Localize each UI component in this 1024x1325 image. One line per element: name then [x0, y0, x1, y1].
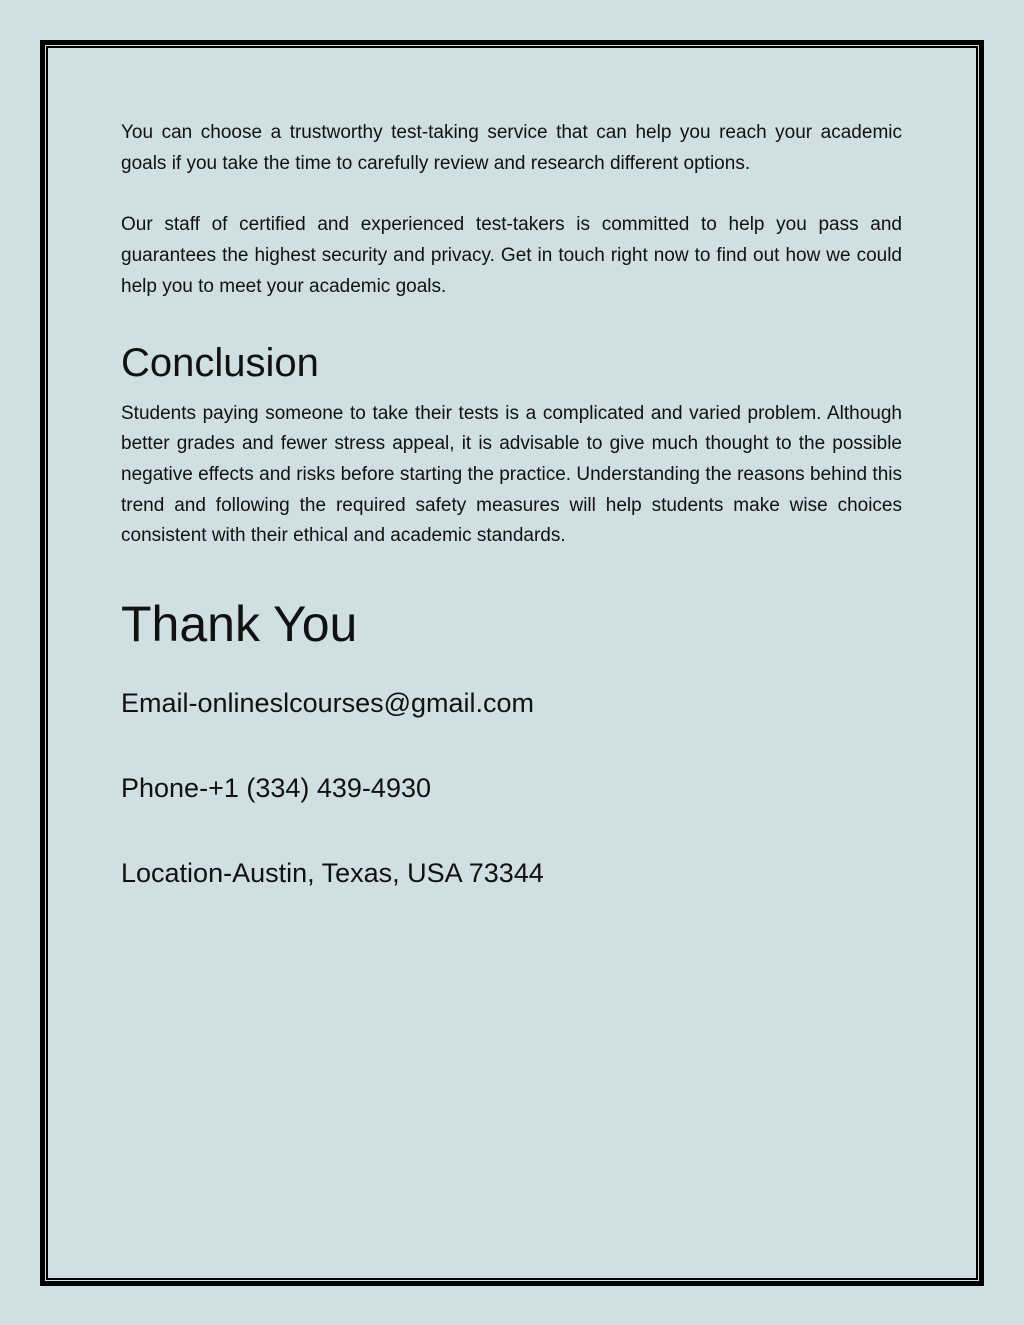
conclusion-paragraph: Students paying someone to take their tests is a complicated and varied problem. Although better grades and fewer stress appeal, it is advisable to give much thought to the possible negative effects and risks before starting the practice. Understanding the reasons behind this trend and following the required safety measures will help students make wise choices consistent with their ethical and academic standards.	[121, 402, 902, 547]
document-content	[121, 118, 902, 890]
contact-email: Email-onlineslcourses@gmail.com	[121, 688, 535, 719]
intro-paragraph-1: You can choose a trustworthy test-taking service that can help you reach your academic goals if you take the time to carefully review and research different options.	[121, 122, 902, 174]
intro-paragraph-2: Our staff of certified and experienced test-takers is committed to help you pass and guarantees the highest security and privacy. Get in touch right now to find out how we could help you to meet your academic goals.	[121, 214, 902, 297]
contact-location: Location-Austin, Texas, USA 73344	[121, 858, 544, 889]
thank-you-heading: Thank You	[121, 596, 358, 653]
contact-phone: Phone-+1 (334) 439-4930	[121, 773, 431, 804]
conclusion-heading: Conclusion	[121, 340, 319, 385]
